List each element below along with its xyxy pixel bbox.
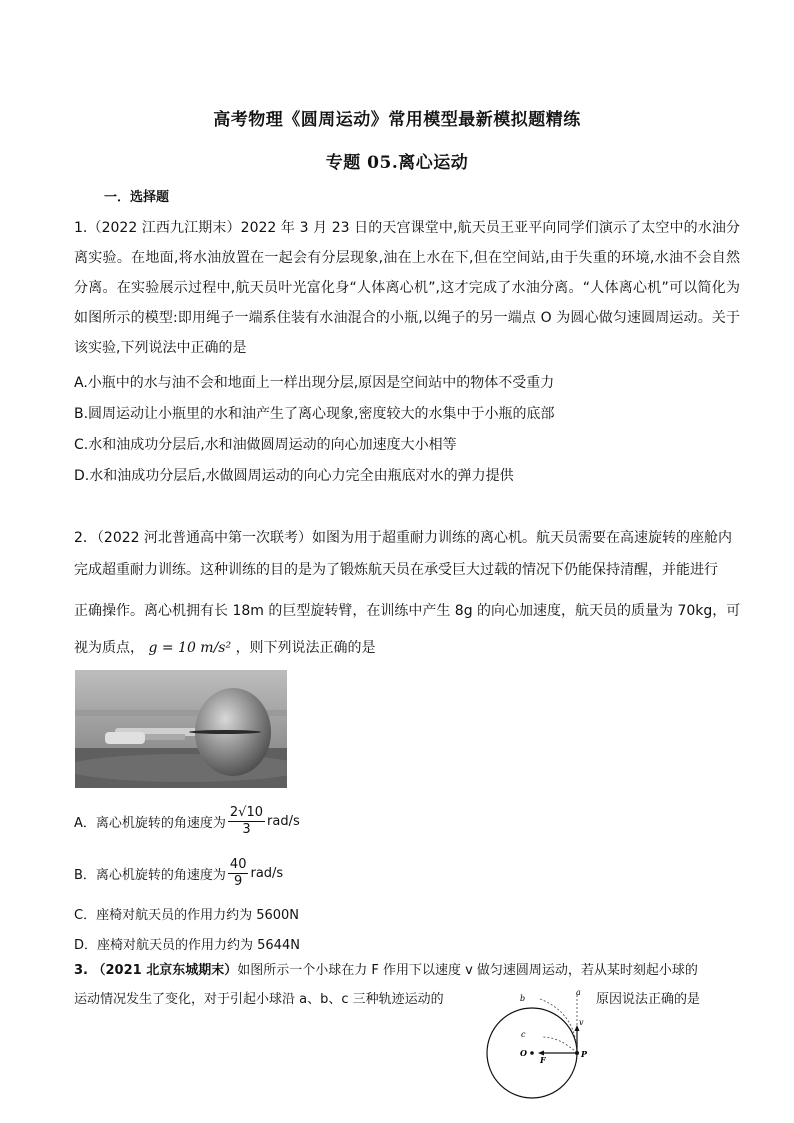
centrifuge-photo <box>75 670 287 788</box>
document-title: 高考物理《圆周运动》常用模型最新模拟题精练 <box>213 110 581 130</box>
option-a-numerator: 2√10 <box>229 805 264 820</box>
option-b-fraction <box>228 857 249 890</box>
label-v: v <box>579 1018 584 1027</box>
ball-point <box>575 1051 579 1055</box>
section-heading: 一．选择题 <box>104 190 170 205</box>
option-a-denominator: 3 <box>242 822 251 837</box>
label-f: F <box>540 1055 546 1065</box>
question-1-option-d: D.水和油成功分层后,水做圆周运动的向心力完全由瓶底对水的弹力提供 <box>74 468 514 484</box>
question-3-stem-part-1: 如图所示一个小球在力 F 作用下以速度 v 做匀速圆周运动，若从某时刻起小球的 <box>237 963 698 978</box>
question-2-option-b <box>74 857 283 890</box>
question-2-stem-prefix: 视为质点， <box>74 640 144 656</box>
label-b: b <box>520 994 526 1003</box>
trajectory-b <box>540 999 577 1053</box>
question-1-option-b: B.圆周运动让小瓶里的水和油产生了离心现象,密度较大的水集中于小瓶的底部 <box>74 406 555 422</box>
label-p: P <box>581 1049 588 1059</box>
option-b-denominator: 9 <box>234 874 243 889</box>
question-2-stem-line-4 <box>74 637 376 657</box>
question-3-line-1 <box>74 959 698 978</box>
question-1-option-c: C.水和油成功分层后,水和油做圆周运动的向心加速度大小相等 <box>74 437 457 453</box>
option-b-numerator: 40 <box>229 857 247 872</box>
label-o: O <box>520 1048 527 1058</box>
question-3-source: 3. （2021 北京东城期末） <box>74 963 238 978</box>
option-b-text: B．离心机旋转的角速度为 <box>74 868 226 883</box>
gravity-formula: g = 10 m/s² <box>148 640 232 656</box>
centrifuge-illustration <box>75 670 287 788</box>
option-a-text: A．离心机旋转的角速度为 <box>74 816 226 831</box>
question-2-option-d: D．座椅对航天员的作用力约为 5644N <box>74 938 300 953</box>
center-point <box>530 1051 534 1055</box>
question-1-stem: 1.（2022 江西九江期末）2022 年 3 月 23 日的天宫课堂中,航天员王亚平向同学们演示了太空中的水油分离实验。在地面,将水油放置在一起会有分层现象,油在上水在下,但在空间站,由于失重的环境,水油不会自然分离。在实验展示过程中,航天员叶光富化身“人体离心机”,这才完成了水油分离。“人体离心机”可以简化为如图所示的模型:即用绳子一端系住装有水油混合的小瓶,以绳子的另一端点 O 为圆心做匀速圆周运动。关于该实验,下列说法中正确的是 <box>74 220 740 356</box>
label-c: c <box>521 1030 526 1039</box>
document-subtitle: 专题 05.离心运动 <box>325 153 469 173</box>
question-1-option-a: A.小瓶中的水与油不会和地面上一样出现分层,原因是空间站中的物体不受重力 <box>74 375 555 391</box>
circular-motion-diagram <box>480 985 600 1110</box>
question-2-option-c: C．座椅对航天员的作用力约为 5600N <box>74 908 300 923</box>
label-a: a <box>576 988 581 997</box>
question-2-stem-suffix: ，则下列说法正确的是 <box>235 640 376 656</box>
question-2-stem-line-2: 完成超重耐力训练。这种训练的目的是为了锻炼航天员在承受巨大过载的情况下仍能保持清醒，并能进行 <box>74 562 718 578</box>
option-b-unit: rad/s <box>250 866 284 881</box>
trajectory-c <box>542 1037 577 1053</box>
option-a-fraction <box>228 805 265 838</box>
question-3-line-2-left: 运动情况发生了变化，对于引起小球沿 a、b、c 三种轨迹运动的 <box>74 992 444 1007</box>
question-2-option-a <box>74 805 300 838</box>
question-2-stem-line-3: 正确操作。离心机拥有长 18m 的巨型旋转臂，在训练中产生 8g 的向心加速度，航天员的质量为 70kg，可 <box>74 603 741 619</box>
question-2-stem-line-1: 2．（2022 河北普通高中第一次联考）如图为用于超重耐力训练的离心机。航天员需要在高速旋转的座舱内 <box>74 530 732 546</box>
option-a-unit: rad/s <box>267 814 300 829</box>
question-3-line-2-right: 原因说法正确的是 <box>596 992 701 1007</box>
